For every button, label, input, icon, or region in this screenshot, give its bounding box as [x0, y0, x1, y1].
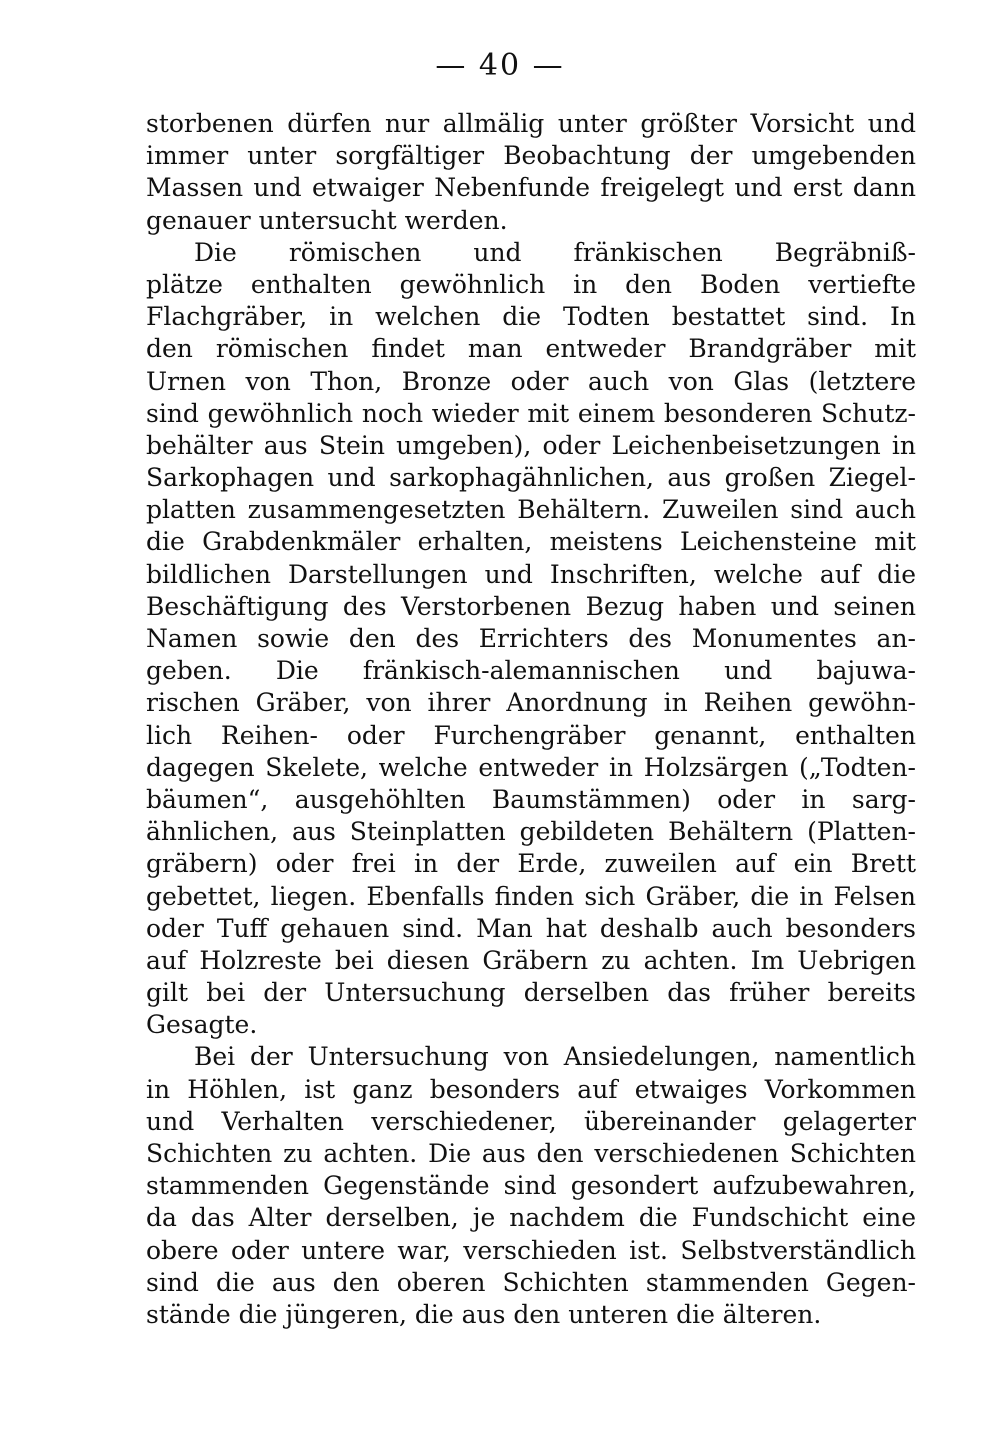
text-line: behälter aus Stein umgeben), oder Leichenbeisetzungen in	[146, 430, 916, 460]
text-line: Beschäftigung des Verstorbenen Bezug haben und seinen	[146, 591, 916, 621]
text-line: gilt bei der Untersuchung derselben das früher bereits	[146, 978, 916, 1008]
text-line: Flachgräber, in welchen die Todten bestattet sind. In	[146, 302, 916, 332]
text-line: oder Tuff gehauen sind. Man hat deshalb auch besonders	[146, 913, 916, 943]
text-line: und Verhalten verschiedener, übereinander gelagerter	[146, 1106, 916, 1136]
text-line: stammenden Gegenstände sind gesondert aufzubewahren,	[146, 1171, 916, 1201]
text-line: Gesagte.	[146, 1010, 258, 1040]
text-line: genauer untersucht werden.	[146, 205, 508, 235]
text-line: ähnlichen, aus Steinplatten gebildeten Behältern (Platten-	[146, 817, 916, 847]
text-line: geben. Die fränkisch-alemannischen und bajuwa-	[146, 656, 916, 686]
text-line: bildlichen Darstellungen und Inschriften, welche auf die	[146, 559, 916, 589]
text-line: gebettet, liegen. Ebenfalls finden sich Gräber, die in Felsen	[146, 881, 916, 911]
page-number: — 40 —	[435, 48, 565, 83]
text-line: lich Reihen- oder Furchengräber genannt, enthalten	[146, 720, 916, 750]
body-text	[146, 108, 916, 1331]
text-line: Sarkophagen und sarkophagähnlichen, aus großen Ziegel-	[146, 463, 916, 493]
text-line: dagegen Skelete, welche entweder in Holzsärgen („Todten-	[146, 752, 916, 782]
text-line: plätze enthalten gewöhnlich in den Boden vertiefte	[146, 269, 916, 299]
text-line: sind gewöhnlich noch wieder mit einem besonderen Schutz-	[146, 398, 916, 428]
text-line: Bei der Untersuchung von Ansiedelungen, namentlich	[194, 1042, 916, 1072]
text-line: storbenen dürfen nur allmälig unter größter Vorsicht und	[146, 109, 916, 138]
text-line: auf Holzreste bei diesen Gräbern zu achten. Im Uebrigen	[146, 945, 916, 975]
text-line: platten zusammengesetzten Behältern. Zuweilen sind auch	[146, 495, 916, 525]
text-line: immer unter sorgfältiger Beobachtung der umgebenden	[146, 141, 916, 171]
text-line: stände die jüngeren, die aus den unteren die älteren.	[146, 1299, 822, 1329]
text-line: Schichten zu achten. Die aus den verschiedenen Schichten	[146, 1139, 916, 1168]
text-line: da das Alter derselben, je nachdem die Fundschicht eine	[146, 1203, 916, 1233]
text-line: bäumen“, ausgehöhlten Baumstämmen) oder in sarg-	[146, 784, 916, 814]
text-line: gräbern) oder frei in der Erde, zuweilen auf ein Brett	[146, 849, 916, 879]
text-line: Massen und etwaiger Nebenfunde freigelegt und erst dann	[146, 173, 916, 203]
text-line: sind die aus den oberen Schichten stammenden Gegen-	[146, 1267, 916, 1297]
text-line: den römischen findet man entweder Brandgräber mit	[146, 334, 916, 364]
text-line: in Höhlen, ist ganz besonders auf etwaiges Vorkommen	[146, 1074, 916, 1104]
text-line: Namen sowie den des Errichters des Monumentes an-	[146, 624, 916, 653]
text-line: die Grabdenkmäler erhalten, meistens Leichensteine mit	[146, 527, 916, 557]
text-line: obere oder untere war, verschieden ist. Selbstverständlich	[146, 1235, 916, 1265]
text-line: Die römischen und fränkischen Begräbniß-	[194, 237, 916, 267]
text-line: Urnen von Thon, Bronze oder auch von Glas (letztere	[146, 366, 916, 396]
text-line: rischen Gräber, von ihrer Anordnung in Reihen gewöhn-	[146, 688, 916, 718]
